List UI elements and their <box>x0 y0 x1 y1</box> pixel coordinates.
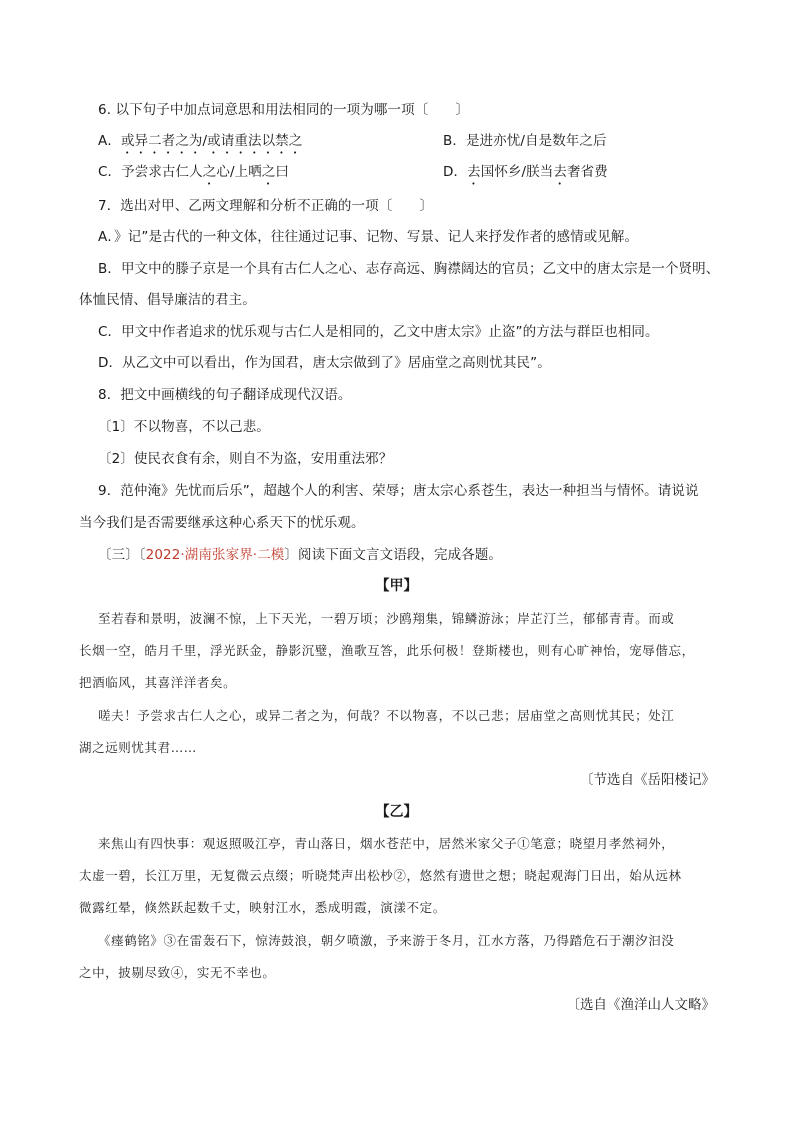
yi-p1-line2: 太虚一碧，长江万里，无复微云点缀；听晓梵声出松杪②，悠然有遗世之想；晓起观海门日出，始从远林 <box>79 868 682 883</box>
section3-intro <box>98 545 502 565</box>
q6-option-d <box>443 162 608 188</box>
q6-stem: 6. 以下句子中加点词意思和用法相同的一项为哪一项〔 〕 <box>98 102 470 118</box>
q7-option-b-line2: 体恤民情、倡导廉洁的君主。 <box>79 292 256 308</box>
q9-line2: 当今我们是否需要继承这种心系天下的忧乐观。 <box>79 515 365 531</box>
q7-option-d: D．从乙文中可以看出，作为国君，唐太宗做到了》居庙堂之高则忧其民”。 <box>98 355 551 371</box>
jia-source: 〔节选自《岳阳楼记》 <box>580 772 715 788</box>
q6-d-mid: 国怀乡/朕当 <box>480 164 554 180</box>
q8-item-1: 〔1〕不以物喜，不以己悲。 <box>98 419 270 435</box>
q6-a-prefix: A． <box>98 133 121 149</box>
q6-option-c <box>98 162 608 188</box>
jia-p1-line3: 把酒临风，其喜洋洋者矣。 <box>79 675 237 690</box>
yi-p2-line2: 之中，披剔尽致④，实无不幸也。 <box>79 965 276 980</box>
yi-source: 〔选自《渔洋山人文略》 <box>566 997 715 1013</box>
yi-p1-line1: 来焦山有四快事：观返照吸江亭，青山落日，烟水苍茫中，居然米家父子①笔意；晓望月孝然祠外， <box>98 836 675 851</box>
section3-prefix: 〔三〕〔 <box>98 547 146 563</box>
q6-c-dot: 之 <box>202 164 217 180</box>
q7-option-b-line1: B．甲文中的滕子京是一个具有古仁人之心、志存高远、胸襟阔达的官员；乙文中的唐太宗是一个贤明、 <box>98 261 720 277</box>
q6-c-dot2: 之 <box>261 164 276 180</box>
q9-line1: 9．范仲淹》先忧而后乐”，超越个人的利害、荣辱；唐太宗心系苍生，表达一种担当与情怀。请说说 <box>98 483 699 499</box>
jia-p2-line2: 湖之远则忧其君…… <box>79 740 197 755</box>
q7-stem: 7．选出对甲、乙两文理解和分析不正确的一项〔 〕 <box>98 198 434 214</box>
q6-option-a <box>98 131 607 157</box>
jia-heading: 【甲】 <box>375 578 418 594</box>
q7-option-a: A．》记”是古代的一种文体，往往通过记事、记物、写景、记人来抒发作者的感情或见解。 <box>98 229 639 245</box>
q6-c-prefix: C．予尝求古仁人 <box>98 164 203 180</box>
q6-d-dot: 去 <box>467 164 481 180</box>
jia-p1-line1: 至若春和景明，波澜不惊，上下天光，一碧万顷；沙鸥翔集，锦鳞游泳；岸芷汀兰，郁郁青青。而或 <box>98 611 675 626</box>
q8-item-2: 〔2〕使民衣食有余，则自不为盗，安用重法邪？ <box>98 451 393 467</box>
q8-stem: 8．把文中画横线的句子翻译成现代汉语。 <box>98 387 352 403</box>
q6-option-b: B．是进亦忧/自是数年之后 <box>443 133 607 149</box>
section3-source: 2022·湖南张家界·二模 <box>145 547 285 563</box>
q6-d-dot2: 去 <box>553 164 567 180</box>
q7-option-c: C．甲文中作者追求的忧乐观与古仁人是相同的，乙文中唐太宗》止盗”的方法与群臣也相同。 <box>98 324 659 340</box>
q6-c-suffix: 心/上哂 <box>216 164 262 180</box>
yi-p1-line3: 微露红晕，倏然跃起数千丈，映射江水，悉成明霞，演漾不定。 <box>79 900 446 915</box>
q6-d-suffix: 奢省费 <box>566 164 608 180</box>
jia-p1-line2: 长烟一空，皓月千里，浮光跃金，静影沉璧，渔歌互答，此乐何极！登斯楼也，则有心旷神怡，宠辱偕忘， <box>79 643 695 658</box>
q6-c-suffix2: 曰 <box>275 164 290 180</box>
yi-p2-line1: 《瘗鹤铭》③在雷轰石下，惊涛鼓浪，朝夕喷激，予来游于冬月，江水方落，乃得踏危石于潮汐汩没 <box>98 933 675 948</box>
q6-d-prefix: D． <box>443 164 468 180</box>
yi-heading: 【乙】 <box>375 804 418 820</box>
q6-a-text: 或异二者之为/或请重法以禁之 <box>120 133 303 149</box>
section3-suffix: 〕阅读下面文言文语段，完成各题。 <box>284 547 503 563</box>
jia-p2-line1: 嗟夫！予尝求古仁人之心，或异二者之为，何哉？不以物喜，不以己悲；居庙堂之高则忧其民；处江 <box>98 708 675 723</box>
